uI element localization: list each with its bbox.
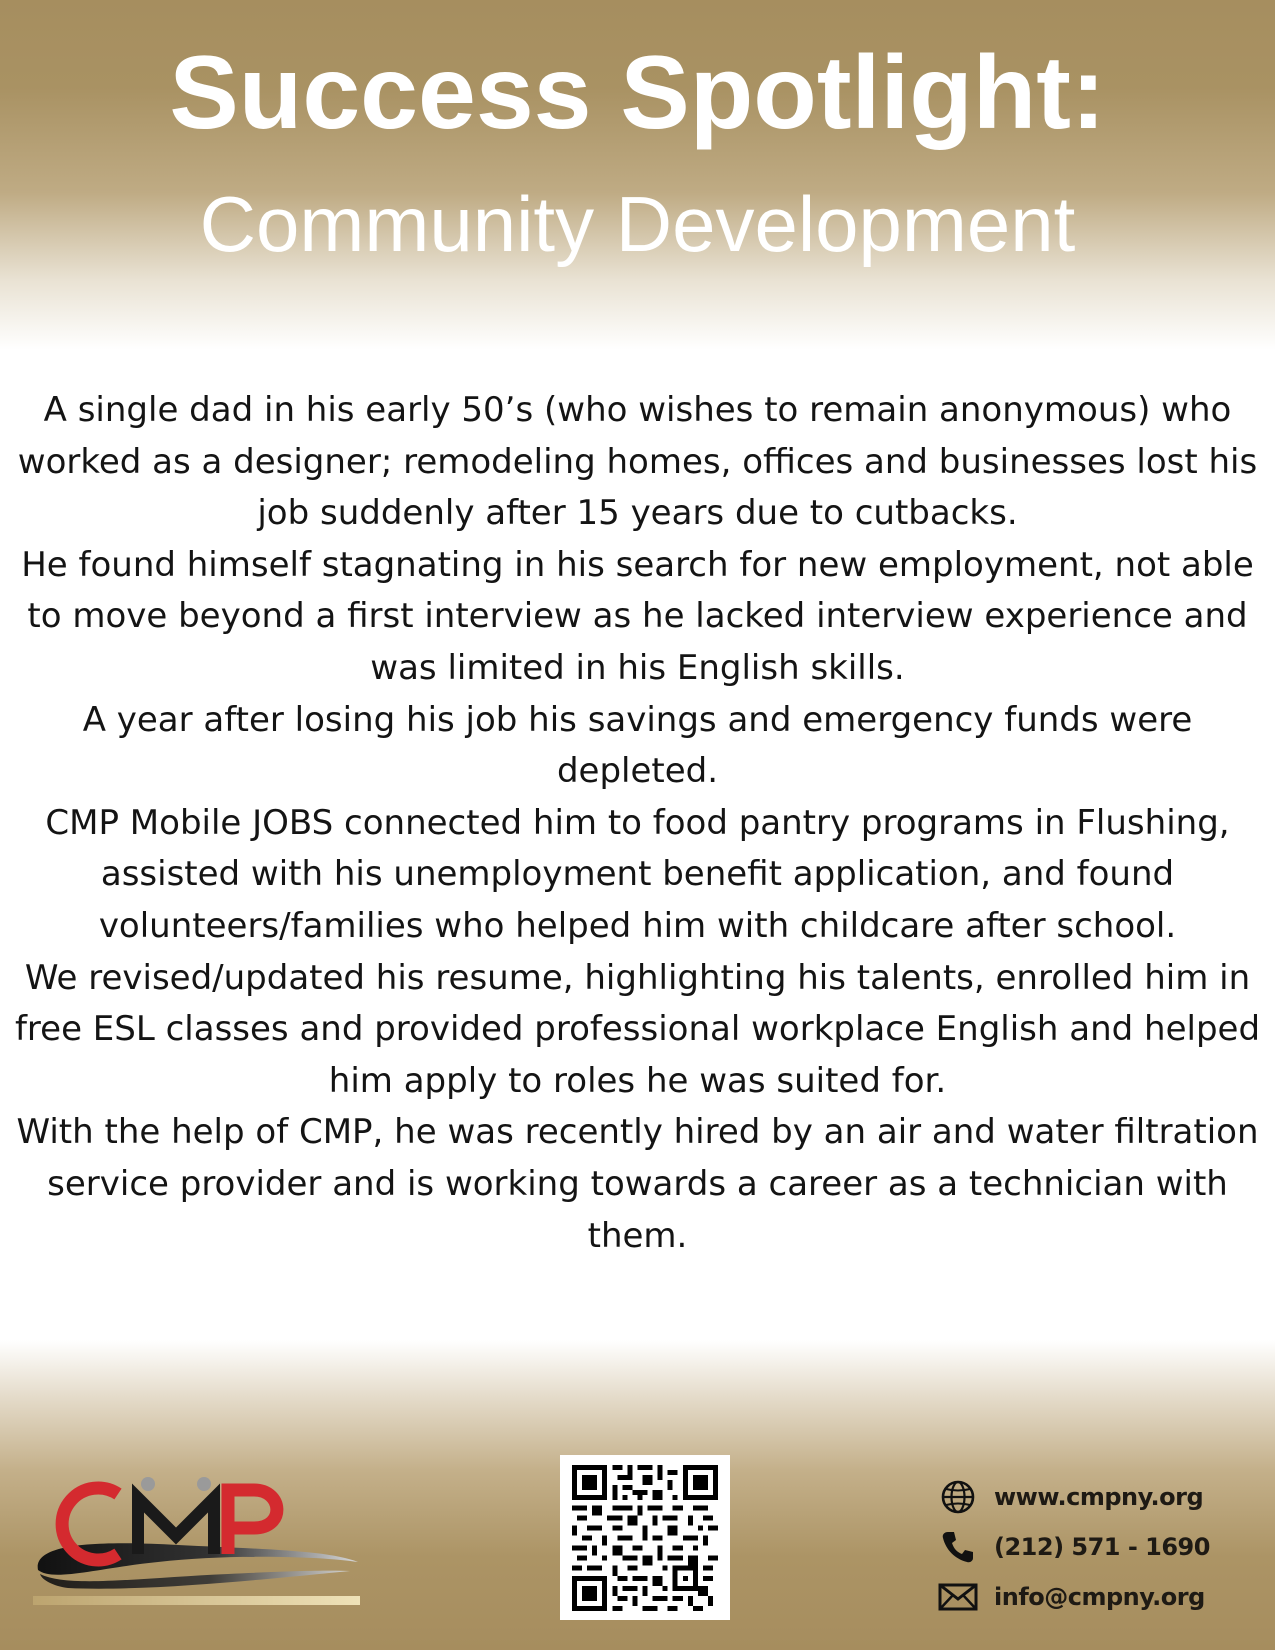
contact-email[interactable]	[938, 1572, 1258, 1622]
envelope-icon	[938, 1579, 978, 1615]
globe-icon	[938, 1479, 978, 1515]
story-paragraph: A single dad in his early 50’s (who wishes to remain anonymous) who worked as a designer; remodeling homes, offices and businesses lost his job suddenly after 15 years due to cutbacks.	[17, 390, 1258, 534]
contact-info	[938, 1472, 1258, 1622]
story-paragraph: CMP Mobile JOBS connected him to food pantry programs in Flushing, assisted with his unemployment benefit application, and found volunteers/families who helped him with childcare after school.	[45, 802, 1230, 946]
story-paragraph: With the help of CMP, he was recently hired by an air and water filtration service provider and is working towards a career as a technician with them.	[16, 1112, 1259, 1256]
phone-icon	[938, 1529, 978, 1565]
contact-website[interactable]	[938, 1472, 1258, 1522]
cmp-logo-graphic	[28, 1470, 383, 1620]
contact-phone[interactable]	[938, 1522, 1258, 1572]
story-paragraph: He found himself stagnating in his search for new employment, not able to move beyond a first interview as he lacked interview experience and was limited in his English skills.	[21, 544, 1254, 688]
phone-number[interactable]: (212) 571 - 1690	[994, 1533, 1210, 1561]
qr-code-graphic	[572, 1465, 718, 1611]
page-subtitle: Community Development	[199, 180, 1076, 268]
story-paragraph: A year after losing his job his savings and emergency funds were depleted.	[82, 699, 1193, 792]
cmp-logo	[28, 1470, 383, 1620]
email-link[interactable]: info@cmpny.org	[994, 1583, 1205, 1611]
qr-code[interactable]	[560, 1455, 730, 1620]
page-title: Success Spotlight:	[169, 35, 1106, 151]
story-body	[10, 385, 1265, 1262]
website-link[interactable]: www.cmpny.org	[994, 1483, 1204, 1511]
story-paragraph: We revised/updated his resume, highlighting his talents, enrolled him in free ESL classes and provided professional workplace English and helped him apply to roles he was suited for.	[14, 957, 1261, 1101]
